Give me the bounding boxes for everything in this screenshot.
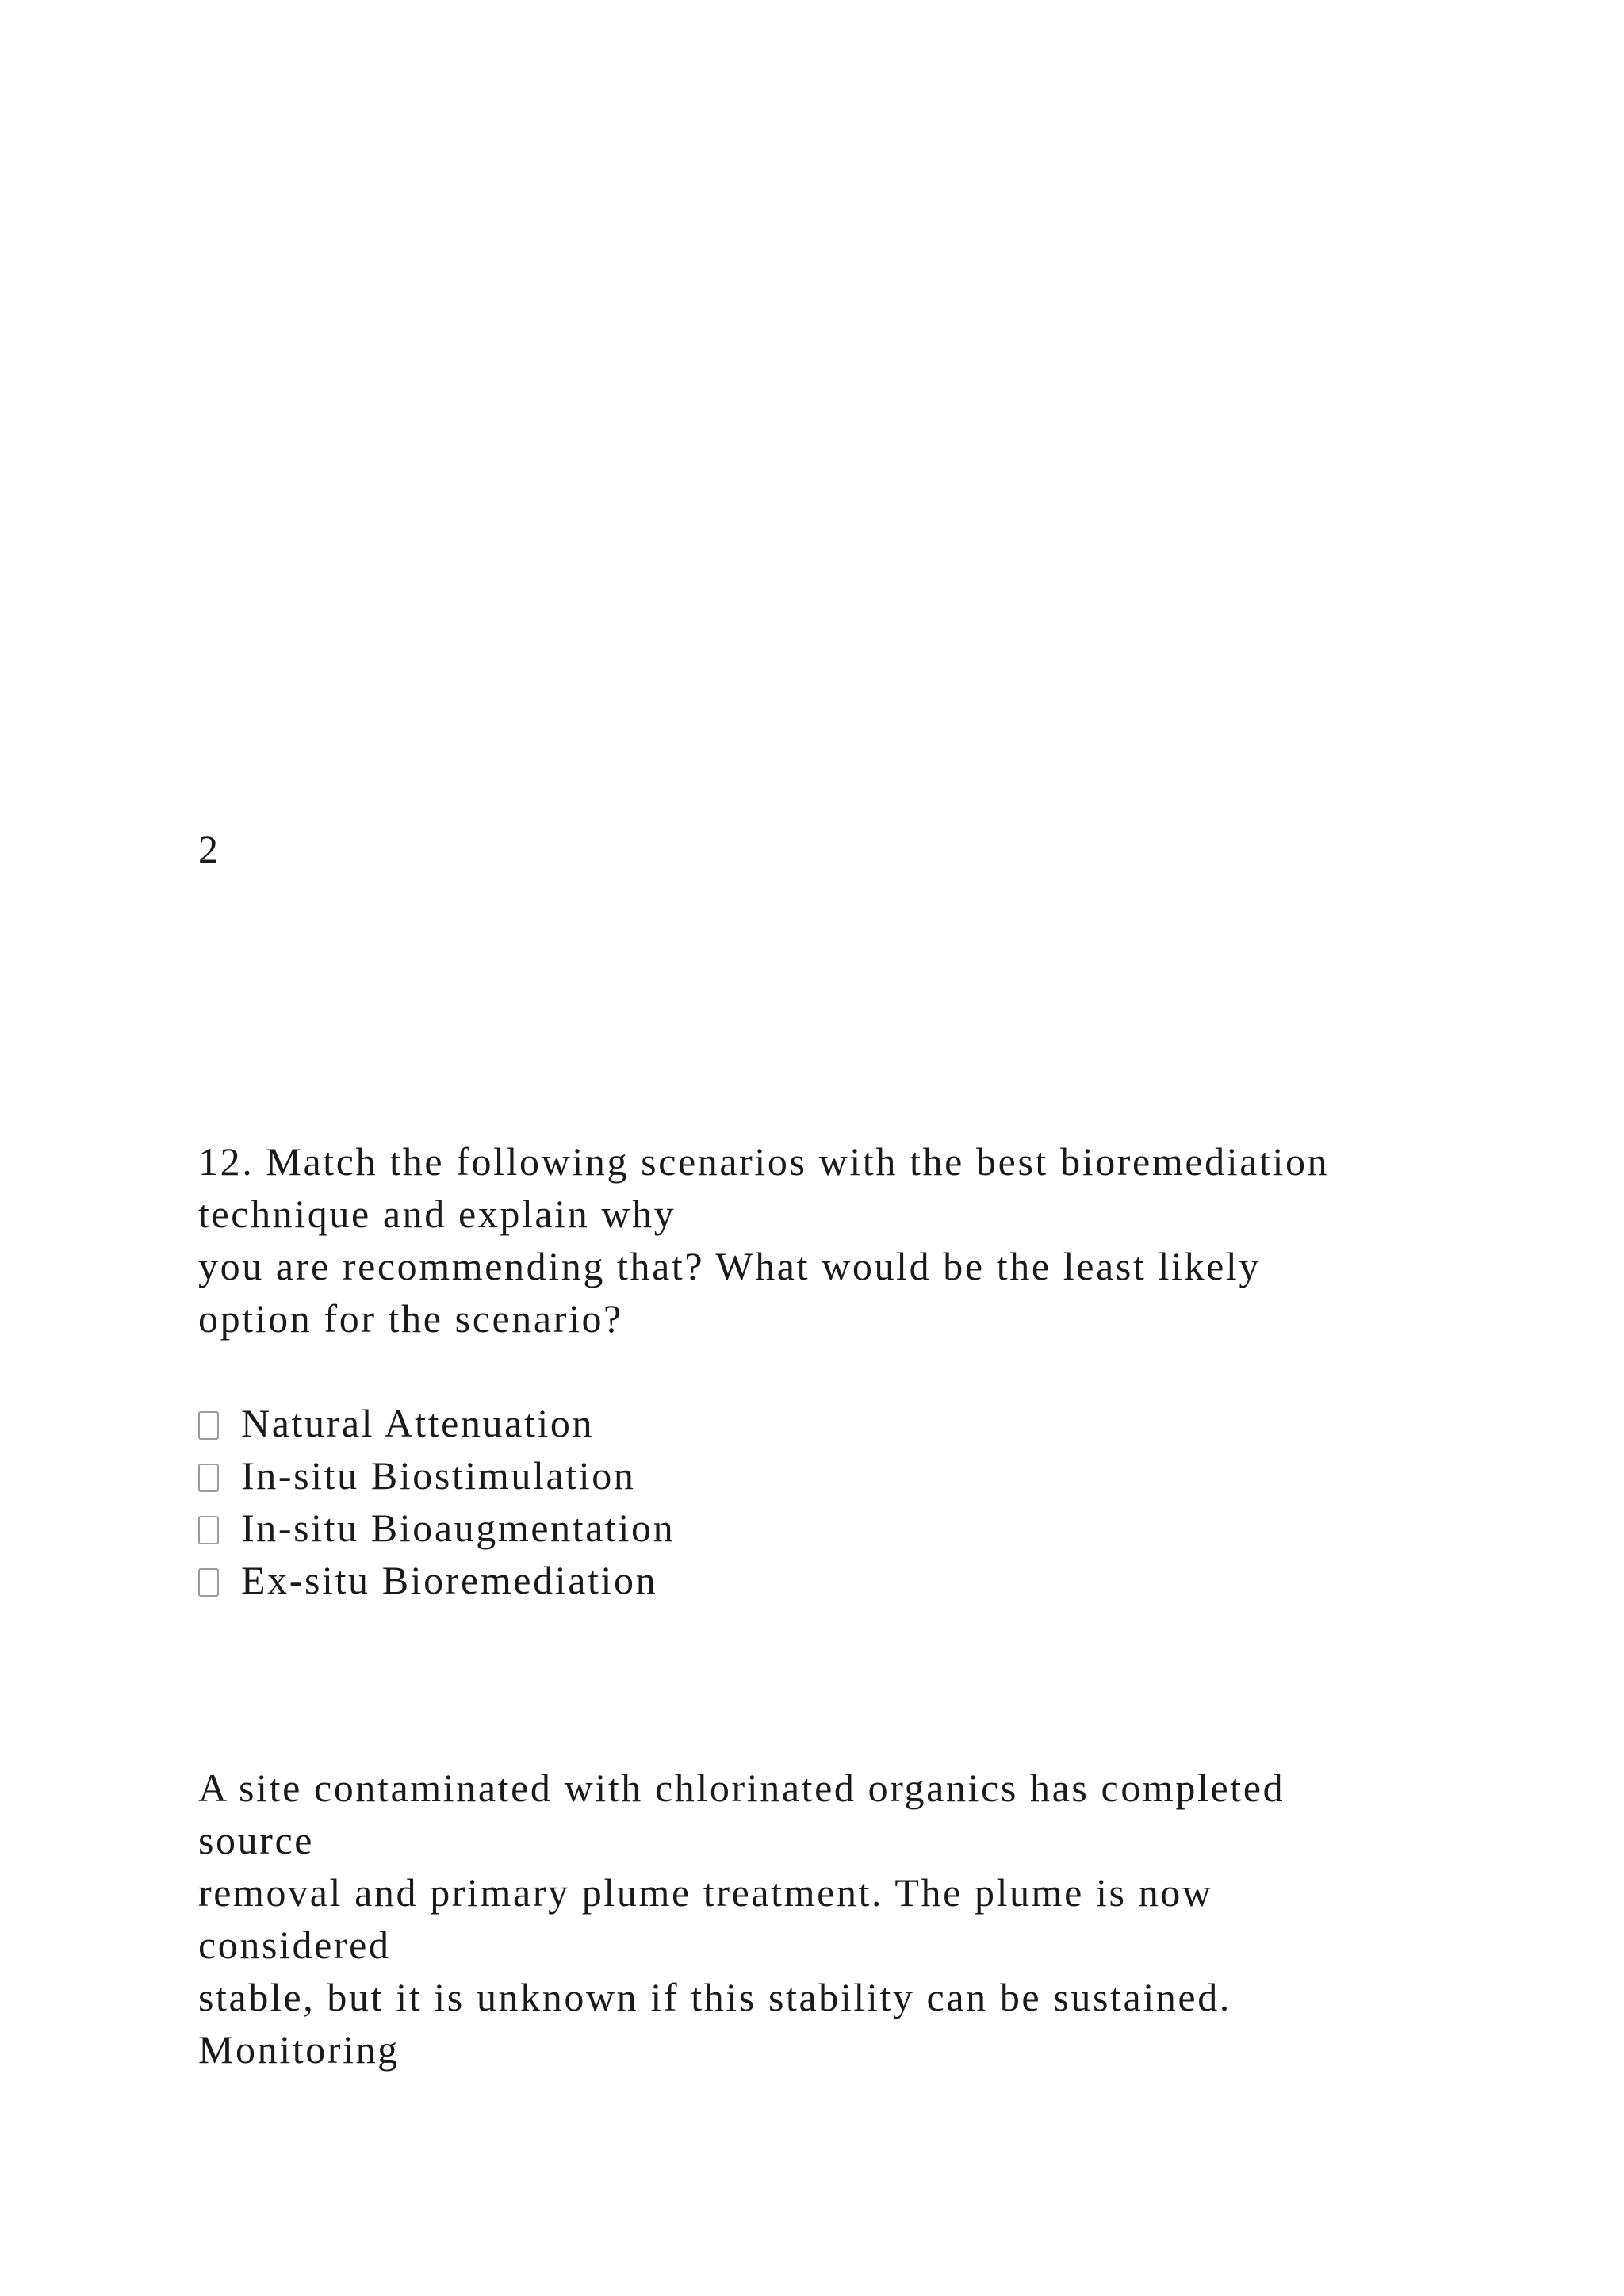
option-label: In-situ Biostimulation — [241, 1453, 636, 1498]
bullet-box-icon — [198, 1516, 219, 1544]
scenario-line: considered — [198, 1923, 391, 1967]
question-line: you are recommending that? What would be the least likely — [198, 1244, 1261, 1288]
bullet-box-icon — [198, 1568, 219, 1597]
option-label: Natural Attenuation — [241, 1401, 595, 1445]
option-label: In-situ Bioaugmentation — [241, 1506, 676, 1550]
list-item — [198, 1449, 635, 1502]
question-line: technique and explain why — [198, 1192, 676, 1236]
scenario-line: removal and primary plume treatment. The plume is now — [198, 1870, 1213, 1915]
list-item — [198, 1502, 675, 1554]
question-line: option for the scenario? — [198, 1296, 623, 1341]
page-number: 2 — [198, 827, 220, 871]
bullet-box-icon — [198, 1411, 219, 1440]
scenario-line: A site contaminated with chlorinated organics has completed — [198, 1766, 1285, 1810]
scenario-line: source — [198, 1818, 315, 1862]
option-label: Ex-situ Bioremediation — [241, 1558, 658, 1602]
list-item — [198, 1554, 657, 1606]
bullet-box-icon — [198, 1464, 219, 1492]
list-item — [198, 1397, 594, 1449]
scenario-line: Monitoring — [198, 2027, 400, 2072]
scenario-line: stable, but it is unknown if this stability can be sustained. — [198, 1975, 1231, 2019]
question-line: 12. Match the following scenarios with the best bioremediation — [198, 1139, 1330, 1184]
